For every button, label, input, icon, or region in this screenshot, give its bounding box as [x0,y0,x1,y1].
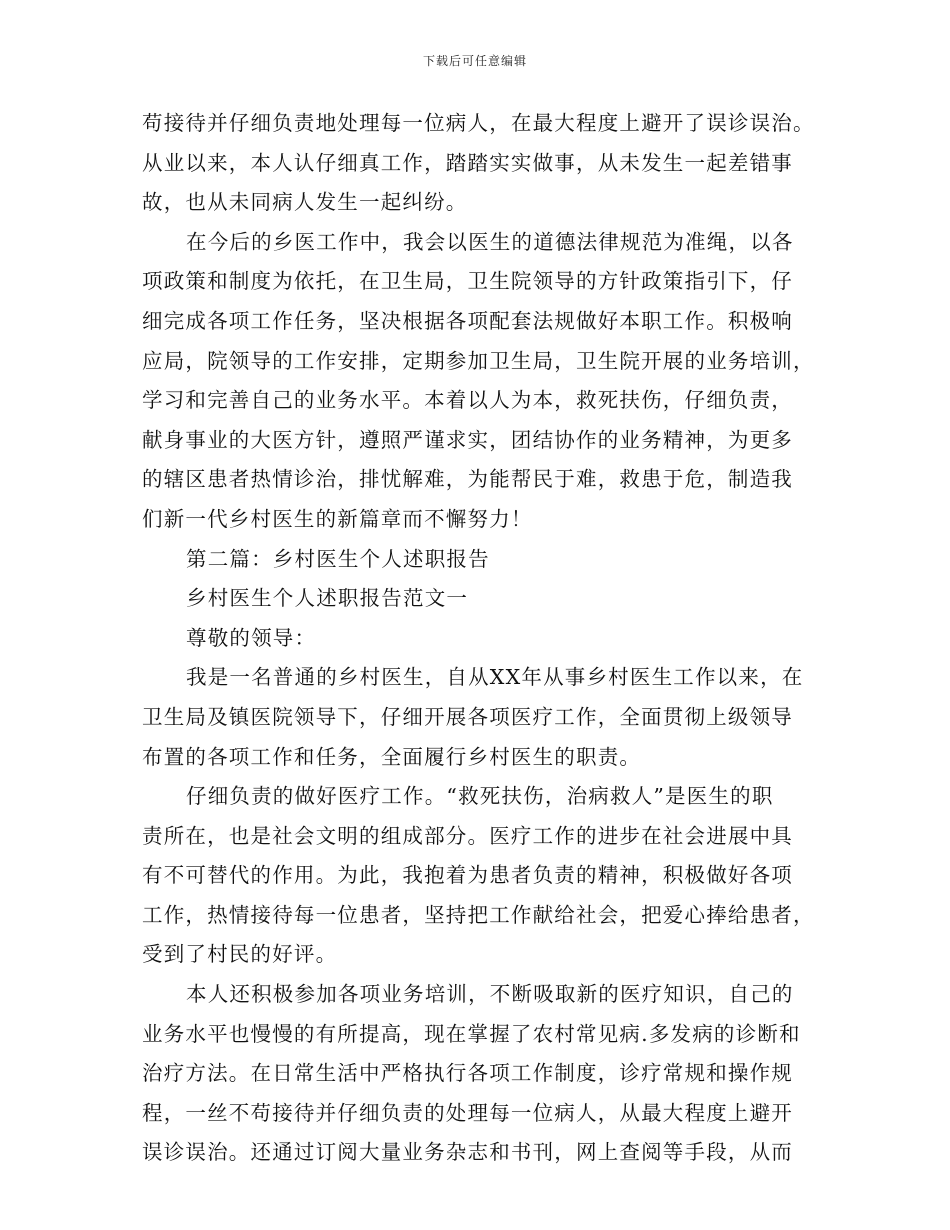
text-line: 从业以来，本人认仔细真工作，踏踏实实做事，从未发生一起差错事 [142,150,793,175]
text-line: 程，一丝不苟接待并仔细负责的处理每一位病人，从最大程度上避开 [142,1100,793,1125]
text-line: 尊敬的领导： [186,625,317,650]
text-line: 献身事业的大医方针，遵照严谨求实，团结协作的业务精神，为更多 [142,427,793,452]
text-line: 本人还积极参加各项业务培训，不断吸取新的医疗知识，自己的 [186,982,794,1007]
text-line: 乡村医生个人述职报告范文一 [186,586,469,611]
text-line: 的辖区患者热情诊治，排忧解难，为能帮民于难，救患于危，制造我 [142,467,793,492]
text-line: 在今后的乡医工作中，我会以医生的道德法律规范为准绳，以各 [186,229,794,254]
text-line: 卫生局及镇医院领导下，仔细开展各项医疗工作，全面贯彻上级领导 [142,704,793,729]
text-line: 有不可替代的作用。为此，我抱着为患者负责的精神，积极做好各项 [142,863,793,888]
text-line: 误诊误治。还通过订阅大量业务杂志和书刊，网上查阅等手段，从而 [142,1140,793,1165]
text-line: 受到了村民的好评。 [142,942,338,967]
text-line: 应局，院领导的工作安排，定期参加卫生局，卫生院开展的业务培训， [142,348,815,373]
text-line: 故，也从未同病人发生一起纠纷。 [142,190,468,215]
text-line: 工作，热情接待每一位患者，坚持把工作献给社会，把爱心捧给患者， [142,902,815,927]
text-line: 苟接待并仔细负责地处理每一位病人，在最大程度上避开了误诊误治。 [142,111,815,135]
text-line: 业务水平也慢慢的有所提高，现在掌握了农村常见病.多发病的诊断和 [142,1021,801,1046]
document-body [142,104,814,1173]
text-line: 仔细负责的做好医疗工作。“救死扶伤，治病救人”是医生的职 [186,784,774,809]
text-line: 第二篇：乡村医生个人述职报告 [186,546,490,571]
text-line: 我是一名普通的乡村医生，自从XX年从事乡村医生工作以来，在 [186,665,804,690]
text-line: 细完成各项工作任务，坚决根据各项配套法规做好本职工作。积极响 [142,308,793,333]
text-line: 学习和完善自己的业务水平。本着以人为本，救死扶伤，仔细负责， [142,388,793,413]
text-line: 责所在，也是社会文明的组成部分。医疗工作的进步在社会进展中具 [142,823,793,848]
page-header: 下载后可任意编辑 [422,54,527,68]
text-line: 项政策和制度为依托，在卫生局，卫生院领导的方针政策指引下，仔 [142,269,793,294]
text-line: 们新一代乡村医生的新篇章而不懈努力！ [142,506,533,531]
text-line: 治疗方法。在日常生活中严格执行各项工作制度，诊疗常规和操作规 [142,1061,793,1086]
text-line: 布置的各项工作和任务，全面履行乡村医生的职责。 [142,744,642,769]
